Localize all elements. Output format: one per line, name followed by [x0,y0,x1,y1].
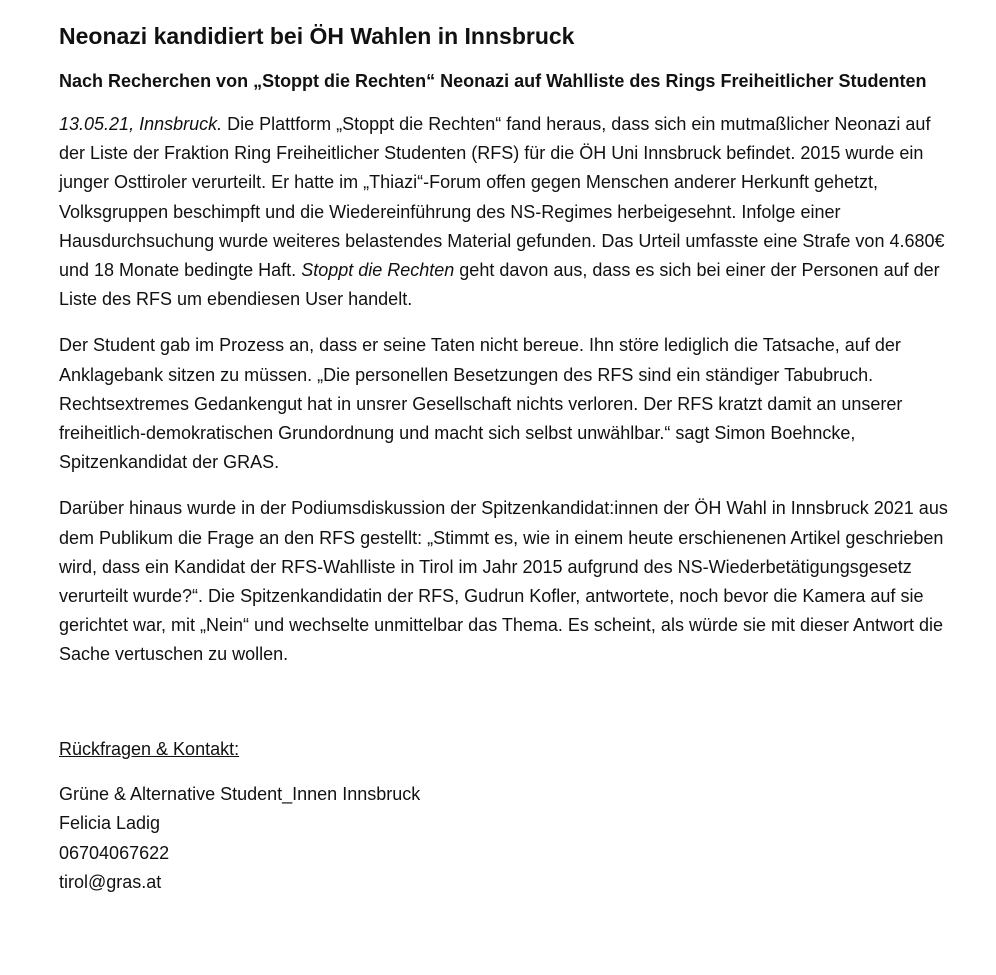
contact-heading: Rückfragen & Kontakt: [59,738,240,759]
contact-name: Felicia Ladig [59,813,161,834]
dateline: 13.05.21, Innsbruck. [59,114,223,134]
contact-phone: 06704067622 [59,842,170,863]
paragraph-2: Der Student gab im Prozess an, dass er seine Taten nicht bereue. Ihn störe lediglich die Tatsache, auf der Anklagebank sitzen zu müssen. „Die personellen Besetzungen des RFS sind ein ständiger Tabubruch. Rechtsextremes Gedankengut hat in unsrer Gesellschaft nichts verloren. Der RFS kratzt damit an unserer freiheitlich-demokratischen Grundordnung und macht sich selbst unwählbar.“ sagt Simon Boehncke, Spitzenkandidat der GRAS. [59,335,903,473]
paragraph-1 [59,110,956,314]
page-subtitle: Nach Recherchen von „Stoppt die Rechten“ Neonazi auf Wahlliste des Rings Freiheitlicher Studenten [59,71,927,91]
paragraph-1-text-a: Die Plattform „Stoppt die Rechten“ fand heraus, dass sich ein mutmaßlicher Neonazi auf der Liste der Fraktion Ring Freiheitlicher Studenten (RFS) für die ÖH Uni Innsbruck befindet. 2015 wurde ein junger Osttiroler verurteilt. Er hatte im „Thiazi“-Forum offen gegen Menschen anderer Herkunft gehetzt, Volksgruppen beschimpft und die Wiedereinführung des NS-Regimes herbeigesehnt. Infolge einer Hausdurchsuchung wurde weiteres belastendes Material gefunden. Das Urteil umfasste eine Strafe von 4.680€ und 18 Monate bedingte Haft. [59,114,945,281]
contact-organization: Grüne & Alternative Student_Innen Innsbruck [59,783,421,804]
page-title: Neonazi kandidiert bei ÖH Wahlen in Innsbruck [59,23,575,49]
paragraph-1-text-b: geht davon aus, dass es sich bei einer der Personen auf der Liste des RFS um ebendiesen User handelt. [59,260,940,310]
contact-email: tirol@gras.at [59,872,162,893]
contact-block [59,780,956,898]
platform-name: Stoppt die Rechten [301,260,455,281]
paragraph-3: Darüber hinaus wurde in der Podiumsdiskussion der Spitzenkandidat:innen der ÖH Wahl in Innsbruck 2021 aus dem Publikum die Frage an den RFS gestellt: „Stimmt es, wie in einem heute erschienenen Artikel geschrieben wird, dass ein Kandidat der RFS-Wahlliste in Tirol im Jahr 2015 aufgrund des NS-Wiederbetätigungsgesetz verurteilt wurde?“. Die Spitzenkandidatin der RFS, Gudrun Kofler, antwortete, noch bevor die Kamera auf sie gerichtet war, mit „Nein“ und wechselte unmittelbar das Thema. Es scheint, als würde sie mit dieser Antwort die Sache vertuschen zu wollen. [59,498,948,665]
